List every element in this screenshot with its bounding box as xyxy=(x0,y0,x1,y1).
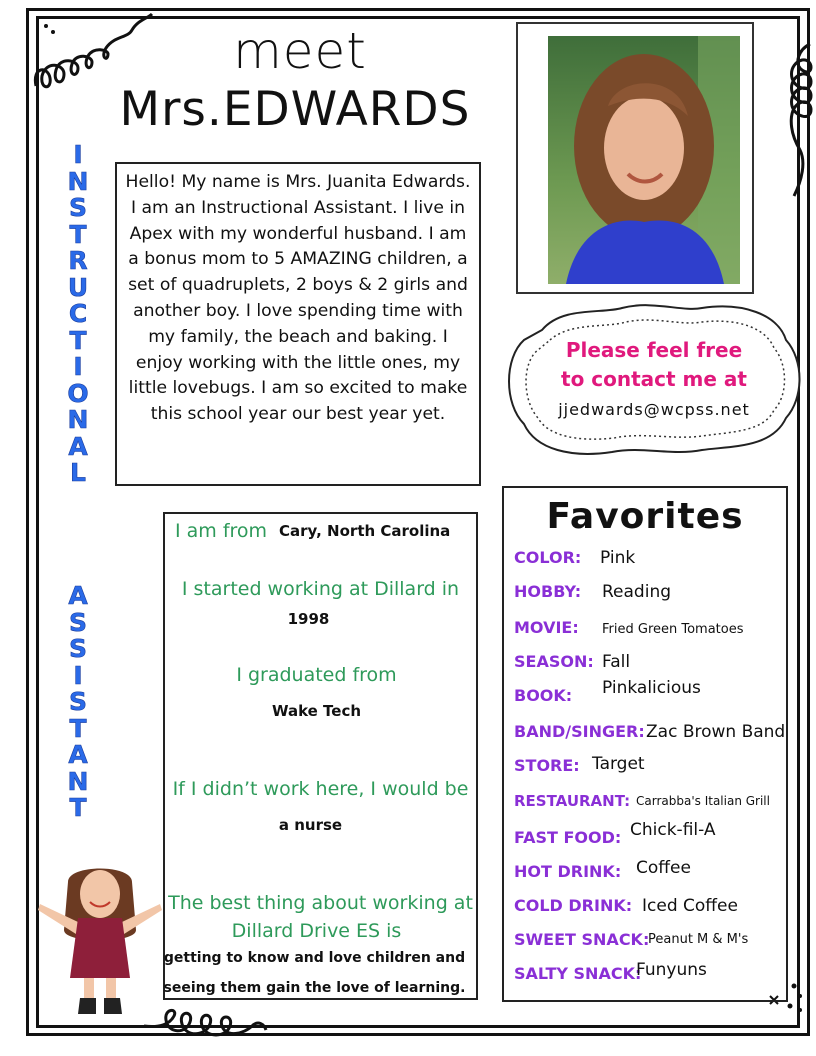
other-job-value: a nurse xyxy=(278,816,343,834)
favorite-row xyxy=(514,858,786,886)
side-title-letter: T xyxy=(69,325,87,355)
contact-prompt-line2: to contact me at xyxy=(561,367,747,391)
favorites-box xyxy=(502,486,788,1002)
graduated-label: I graduated from xyxy=(236,664,397,686)
side-title-letter: A xyxy=(68,431,88,461)
favorite-row xyxy=(514,618,786,642)
side-title-letter: S xyxy=(68,193,87,222)
side-title-letter: L xyxy=(70,458,86,487)
bio-text: Hello! My name is Mrs. Juanita Edwards. I am an Instructional Assistant. I live in Apex with my wonderful husband. I am a bonus mom to 5 AMAZING children, a set of quadruplets, 2 boys & 2 girls and another boy. I love spending time with my family, the beach and baking. I enjoy working with the little ones, my little lovebugs. I am so excited to make this school year our best year yet. xyxy=(125,172,471,425)
favorite-row xyxy=(514,582,786,606)
best-thing-value-line2: seeing them gain the love of learning. xyxy=(163,980,466,996)
favorite-label: RESTAURANT: xyxy=(514,792,631,810)
favorite-row xyxy=(514,678,786,708)
side-title-letter: I xyxy=(73,352,83,381)
favorite-value: Pink xyxy=(600,548,636,568)
favorite-label: MOVIE: xyxy=(514,618,579,637)
from-value: Cary, North Carolina xyxy=(279,522,451,540)
favorite-label: FAST FOOD: xyxy=(514,828,622,847)
side-title-instructional xyxy=(64,142,92,487)
favorites-title: Favorites xyxy=(546,496,744,537)
side-title-letter: T xyxy=(69,219,87,249)
side-title-letter: N xyxy=(67,166,89,196)
bitmoji-avatar xyxy=(38,860,162,1020)
favorite-value: Coffee xyxy=(636,858,691,878)
teacher-photo xyxy=(548,36,740,284)
meet-heading: meet xyxy=(233,22,367,80)
side-title-letter: S xyxy=(68,687,87,716)
favorite-label: HOBBY: xyxy=(514,582,582,601)
favorite-row xyxy=(514,930,786,954)
started-label: I started working at Dillard in xyxy=(181,578,460,600)
side-title-letter: N xyxy=(67,766,89,796)
contact-bubble xyxy=(502,300,806,458)
favorite-row xyxy=(514,722,786,746)
from-label: I am from xyxy=(175,520,268,542)
other-job-label: If I didn’t work here, I would be xyxy=(172,778,469,800)
graduated-value: Wake Tech xyxy=(271,702,362,720)
favorite-label: COLOR: xyxy=(514,548,582,567)
side-title-letter: R xyxy=(68,246,88,275)
favorite-row xyxy=(514,960,786,988)
best-thing-value-line1: getting to know and love children and xyxy=(163,950,466,966)
favorite-value: Fall xyxy=(602,652,631,672)
side-title-letter: A xyxy=(68,581,88,610)
bio-box xyxy=(115,162,481,486)
best-thing-label-line2: Dillard Drive ES is xyxy=(231,920,402,942)
favorite-value: Reading xyxy=(602,582,672,602)
favorite-row xyxy=(514,652,786,676)
favorite-row xyxy=(514,548,786,572)
favorite-value: Zac Brown Band xyxy=(646,722,786,742)
favorite-row xyxy=(514,756,786,780)
favorite-value: Peanut M & M's xyxy=(648,932,749,947)
top-left-dots-decoration xyxy=(40,20,60,40)
favorite-value: Target xyxy=(592,754,645,774)
side-title-letter: T xyxy=(69,793,87,822)
favorite-label: BOOK: xyxy=(514,686,573,705)
contact-prompt-line1: Please feel free xyxy=(565,338,743,362)
teacher-name-heading: Mrs.EDWARDS xyxy=(119,82,471,137)
right-swirl-decoration xyxy=(780,40,816,200)
started-value: 1998 xyxy=(287,610,330,628)
side-title-letter: U xyxy=(67,272,89,302)
favorite-row xyxy=(514,820,786,850)
best-thing-label-line1: The best thing about working at xyxy=(168,892,473,914)
side-title-letter: I xyxy=(73,660,83,690)
about-me-box xyxy=(163,512,478,1000)
contact-email-link[interactable]: jjedwards@wcpss.net xyxy=(558,400,750,419)
favorite-value: Fried Green Tomatoes xyxy=(602,622,744,637)
side-title-assistant xyxy=(64,583,92,822)
favorite-value: Funyuns xyxy=(636,960,707,980)
photo-frame xyxy=(516,22,754,294)
favorite-value: Carrabba's Italian Grill xyxy=(636,794,770,808)
side-title-letter: N xyxy=(67,405,89,434)
side-title-letter: S xyxy=(68,634,87,663)
side-title-letter: I xyxy=(73,140,83,169)
favorite-label: COLD DRINK: xyxy=(514,896,633,915)
favorite-label: SALTY SNACK: xyxy=(514,964,642,983)
side-title-letter: C xyxy=(68,299,88,328)
side-title-letter: S xyxy=(68,607,87,637)
side-title-letter: T xyxy=(69,713,87,743)
favorite-value: Iced Coffee xyxy=(642,896,738,916)
favorite-label: SEASON: xyxy=(514,652,594,671)
favorite-label: STORE: xyxy=(514,756,580,775)
favorite-label: SWEET SNACK: xyxy=(514,930,650,949)
favorite-row xyxy=(514,896,786,920)
favorite-label: BAND/SINGER: xyxy=(514,722,645,741)
favorite-value: Pinkalicious xyxy=(602,678,701,698)
side-title-letter: A xyxy=(68,740,88,769)
favorite-row xyxy=(514,792,786,816)
favorite-value: Chick-fil-A xyxy=(630,820,716,840)
side-title-letter: O xyxy=(67,378,89,408)
favorite-label: HOT DRINK: xyxy=(514,862,622,881)
